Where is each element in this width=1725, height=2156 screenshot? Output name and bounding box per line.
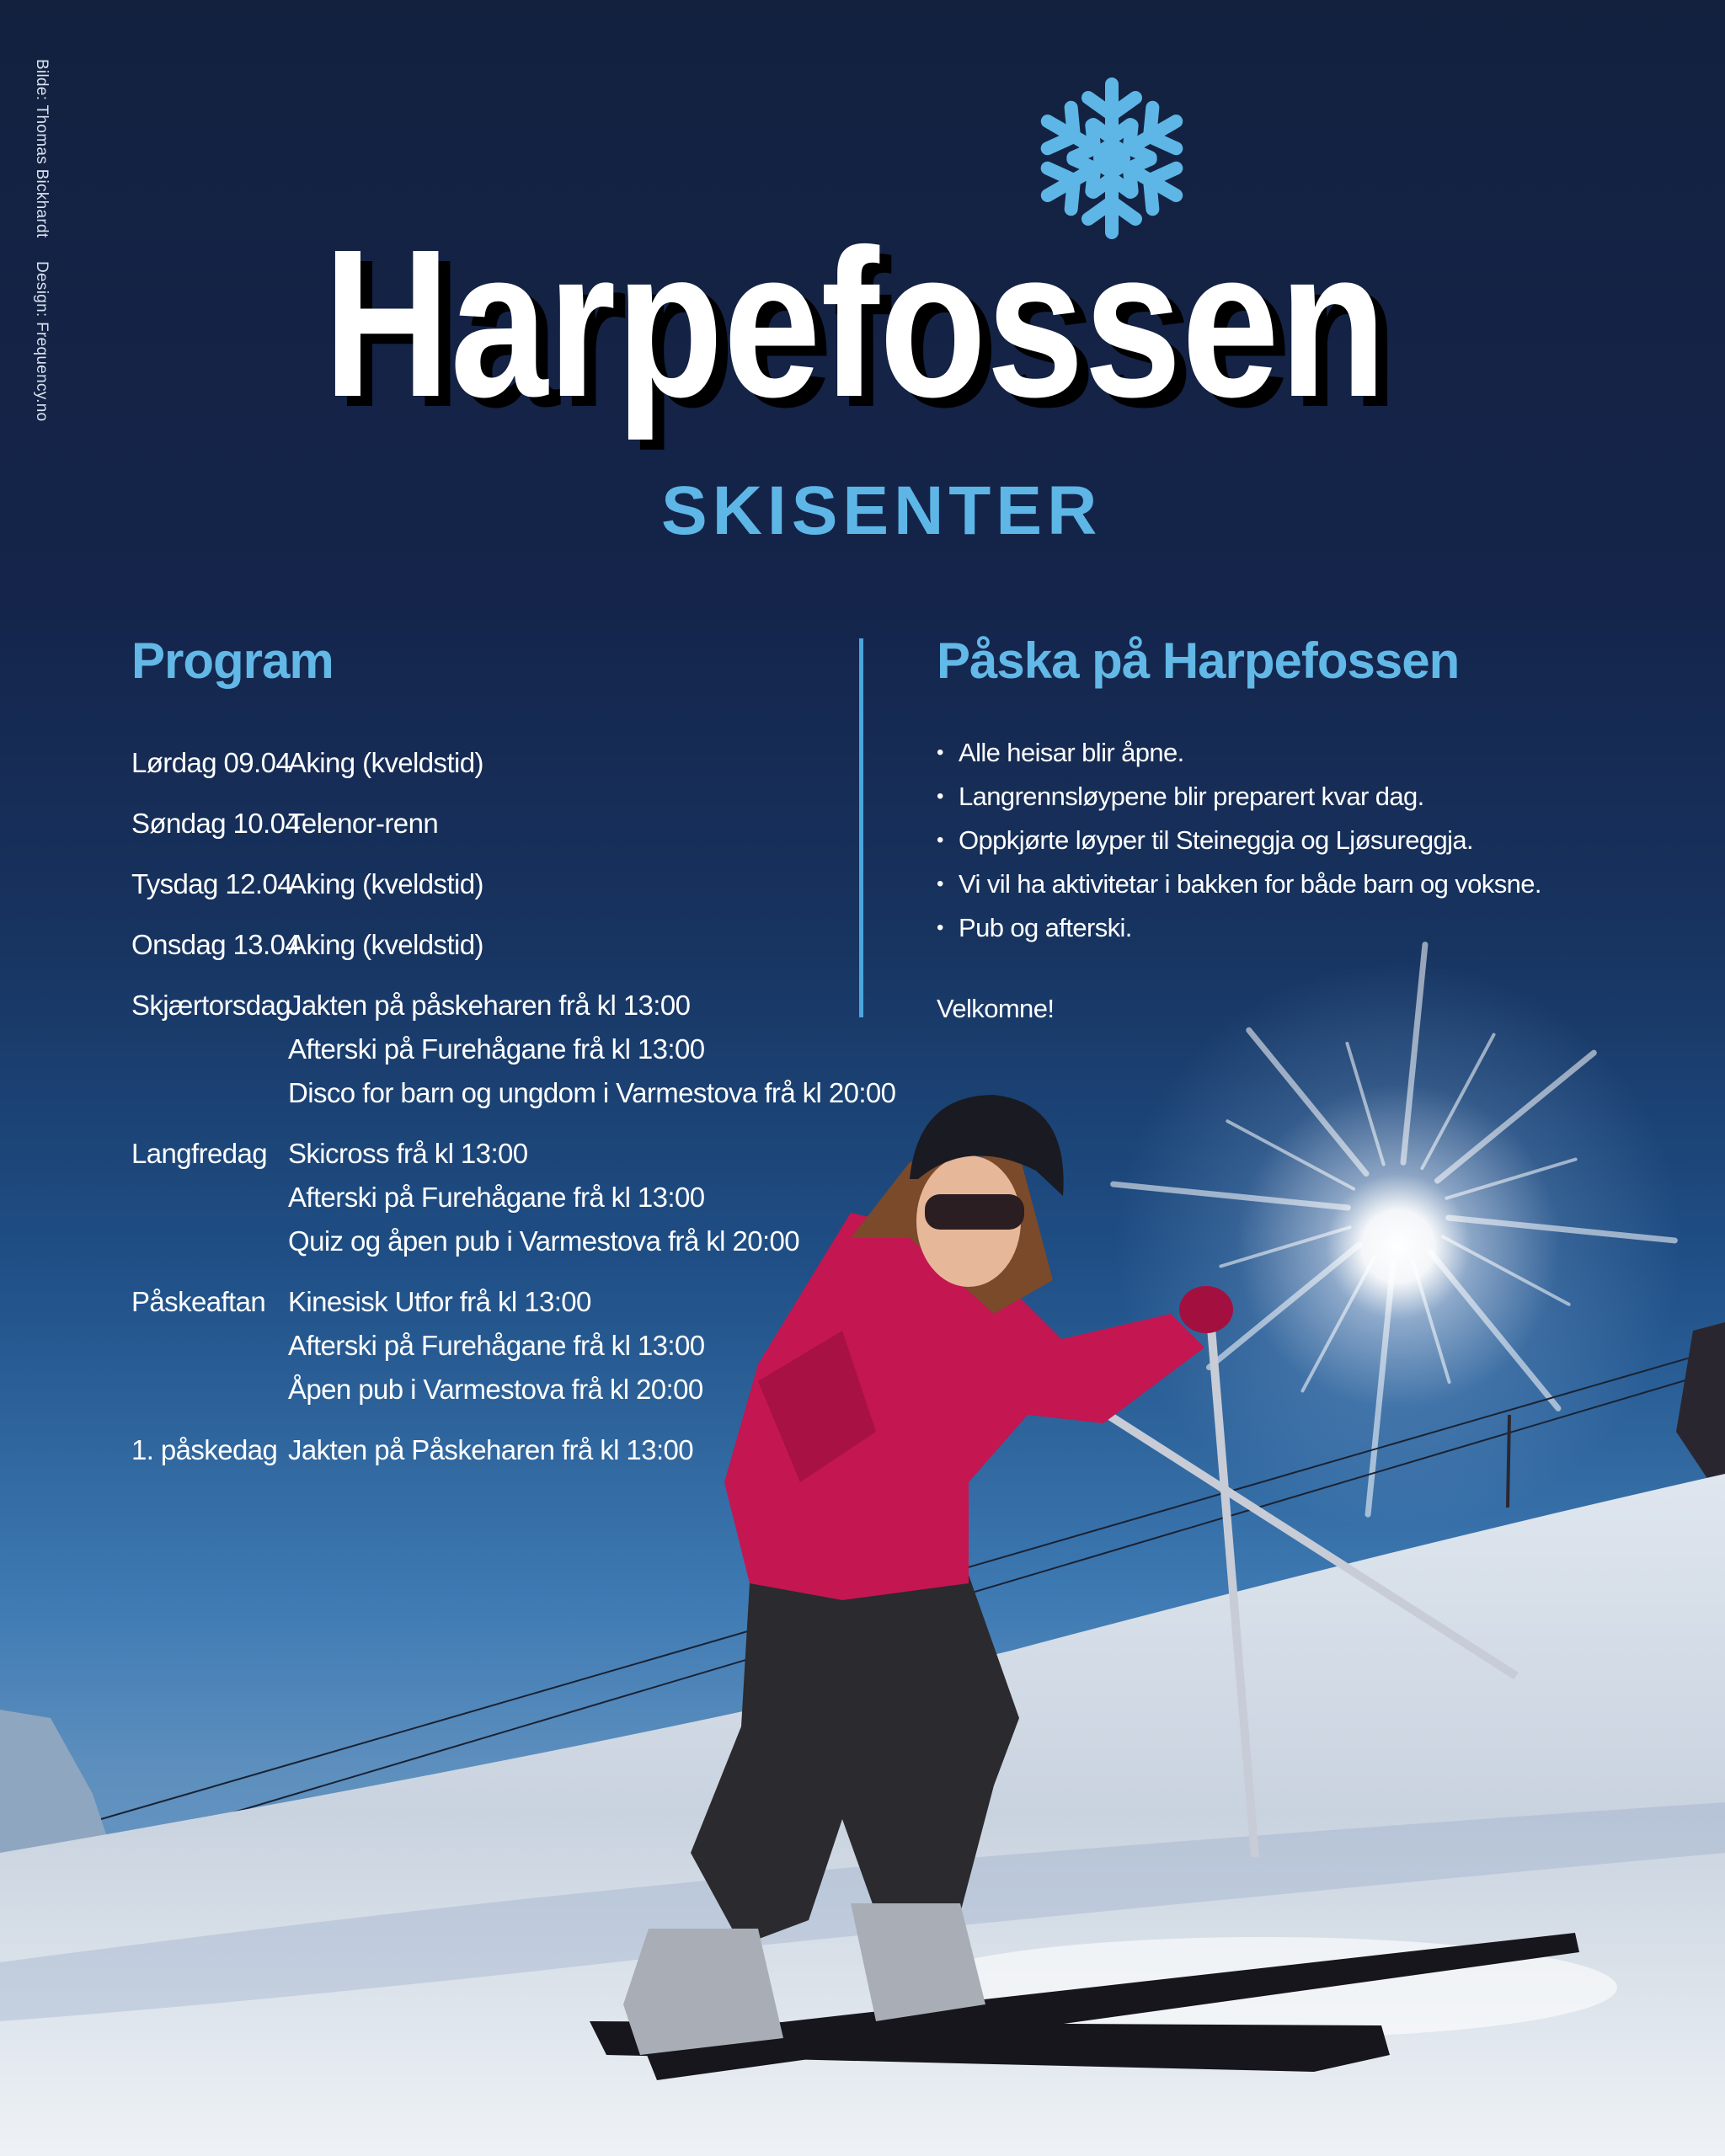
- easter-bullet: • Oppkjørte løyper til Steineggja og Ljøsureggja.: [937, 819, 1695, 862]
- program-event: Jakten på påskeharen frå kl 13:00: [288, 990, 691, 1021]
- program-events: [288, 1428, 873, 1472]
- column-divider: [859, 638, 863, 1017]
- program-events: [288, 984, 895, 1115]
- program-day: Skjærtorsdag: [131, 990, 291, 1021]
- program-event: Afterski på Furehågane frå kl 13:00: [288, 1182, 705, 1213]
- pants: [691, 1575, 1019, 1945]
- photo-credit-text: Bilde: Thomas Bickhardt: [33, 59, 51, 238]
- brand-subtitle: SKISENTER: [661, 472, 1103, 549]
- program-event: Quiz og åpen pub i Varmestova frå kl 20:00: [288, 1225, 800, 1257]
- program-row: [131, 1132, 873, 1263]
- program-events: [288, 862, 873, 906]
- program-events: [288, 802, 873, 846]
- photo-credit: [32, 59, 51, 440]
- program-event: Aking (kveldstid): [288, 747, 483, 778]
- program-day: Onsdag 13.04: [131, 929, 301, 960]
- program-event: Telenor-renn: [288, 808, 439, 839]
- sunglasses: [925, 1194, 1024, 1230]
- brand-name-shadow: Harpefossen: [335, 216, 1398, 451]
- program-day: Søndag 10.04: [131, 808, 301, 839]
- brand-wordmark: [320, 143, 1432, 463]
- easter-bullet-list: [937, 731, 1695, 950]
- boot: [851, 1903, 985, 2021]
- program-event: Disco for barn og ungdom i Varmestova frå kl 20:00: [288, 1077, 896, 1108]
- program-row: [131, 923, 873, 967]
- program-row: [131, 1428, 873, 1472]
- program-day: Langfredag: [131, 1138, 267, 1169]
- easter-bullet: • Pub og afterski.: [937, 906, 1695, 950]
- easter-info: [937, 731, 1695, 1031]
- program-event: Kinesisk Utfor frå kl 13:00: [288, 1286, 591, 1317]
- easter-bullet: • Alle heisar blir åpne.: [937, 731, 1695, 775]
- easter-bullet: • Langrennsløypene blir preparert kvar dag.: [937, 775, 1695, 819]
- program-event: Afterski på Furehågane frå kl 13:00: [288, 1033, 705, 1065]
- program-event: Jakten på Påskeharen frå kl 13:00: [288, 1434, 694, 1465]
- program-row: [131, 984, 896, 1115]
- design-credit-text: Design: Frequency.no: [33, 261, 51, 422]
- program-title: Program: [131, 632, 334, 689]
- program-events: [288, 1280, 873, 1412]
- program-event: Åpen pub i Varmestova frå kl 20:00: [288, 1374, 703, 1405]
- program-day: 1. påskedag: [131, 1434, 278, 1465]
- boot: [623, 1929, 783, 2055]
- program-events: [288, 1132, 873, 1263]
- program-events: [288, 923, 873, 967]
- program-row: [131, 802, 873, 846]
- program-row: [131, 741, 873, 785]
- brand-name: Harpefossen: [323, 205, 1386, 440]
- program-day: Påskeaftan: [131, 1286, 266, 1317]
- welcome-text: Velkomne!: [937, 994, 1055, 1023]
- glove: [1179, 1286, 1233, 1333]
- program-row: [131, 1280, 873, 1412]
- easter-bullet: • Vi vil ha aktivitetar i bakken for både barn og voksne.: [937, 862, 1695, 906]
- easter-title: Påska på Harpefossen: [937, 632, 1460, 689]
- program-list: [131, 741, 896, 1489]
- program-day: Lørdag 09.04: [131, 747, 291, 778]
- ski-pole: [1095, 1406, 1516, 1676]
- program-event: Skicross frå kl 13:00: [288, 1138, 528, 1169]
- program-event: Aking (kveldstid): [288, 929, 483, 960]
- ski-pole: [1209, 1297, 1255, 1857]
- program-event: Afterski på Furehågane frå kl 13:00: [288, 1330, 705, 1361]
- program-events: [288, 741, 873, 785]
- program-day: Tysdag 12.04: [131, 868, 292, 899]
- program-event: Aking (kveldstid): [288, 868, 483, 899]
- program-row: [131, 862, 873, 906]
